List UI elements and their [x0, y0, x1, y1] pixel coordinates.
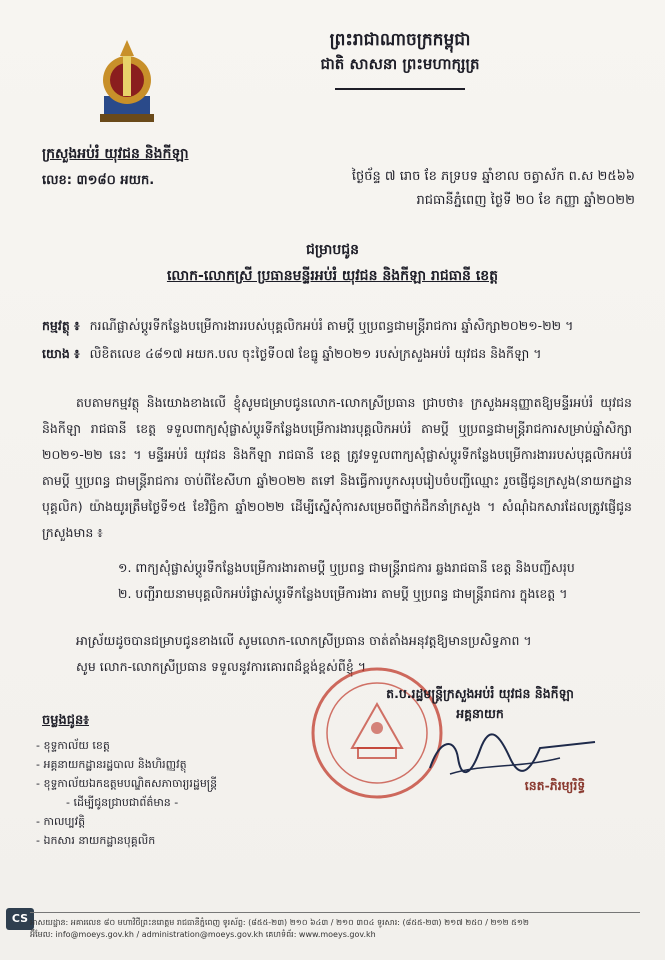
- kingdom-motto: ជាតិ សាសនា ព្រះមហាក្សត្រ: [320, 55, 480, 73]
- list-item: ១. ពាក្យសុំផ្លាស់ប្តូរទីកន្លែងបម្រើការងារតាមប្តី ឬប្រពន្ធ ជាមន្ត្រីរាជការ ឆ្លងរាជធានី ខេត្ត និងបញ្ជីសរុប: [118, 560, 575, 575]
- reference-number: លេខ: ៣១៨០ អយក. ​​: [42, 173, 159, 188]
- list-item: - ខុទ្ទកាល័យ ខេត្ត: [36, 739, 110, 752]
- kingdom-title: ព្រះរាជាណាចក្រកម្ពុជា: [329, 30, 471, 50]
- document-list: [118, 555, 638, 607]
- closing-line: សូម លោក-លោកស្រីប្រធាន ទទួលនូវការគោរពដ៏ខ្ពង់ខ្ពស់ពីខ្ញុំ ។: [76, 659, 366, 674]
- reference-label: យោង ៖: [42, 346, 80, 361]
- subject-text: ករណីផ្លាស់ប្តូរទីកន្លែងបម្រើការងាររបស់បុគ្គលិកអប់រំ តាមប្តី ឬប្រពន្ធជាមន្ត្រីរាជការ ឆ្នាំសិក្សា២០២១-២២ ។: [89, 318, 574, 333]
- reference-text: លិខិតលេខ ៤៨១៧ អយក.បល ចុះថ្ងៃទី០៧ ខែធ្នូ ឆ្នាំ២០២១ របស់ក្រសួងអប់រំ យុវជន និងកីឡា ។: [89, 346, 542, 361]
- camscanner-badge: CS: [6, 908, 34, 930]
- letter-body: [42, 390, 632, 546]
- lunar-date: ថ្ងៃច័ន្ទ ៧ រោច ខែ ភទ្របទ ឆ្នាំខាល ចត្វាស័ក ព.ស ២៥៦៦: [351, 169, 635, 184]
- subject-line: [42, 316, 632, 336]
- list-item: - កាលប្បវត្តិ: [36, 815, 86, 828]
- list-item: - ខុទ្ទកាល័យឯកឧត្តមបណ្ឌិតសភាចារ្យរដ្ឋមន្ត្រី: [36, 777, 218, 790]
- ministry-name: ក្រសួងអប់រំ យុវជន និងកីឡា: [42, 146, 189, 162]
- letter-footer: [30, 912, 640, 941]
- cc-label: ចម្លងជូន៖: [42, 713, 89, 728]
- closing-line: អាស្រ័យដូចបានជម្រាបជូនខាងលើ សូមលោក-លោកស្រីប្រធាន ចាត់តាំងអនុវត្តឱ្យមានប្រសិទ្ធភាព ។: [76, 633, 532, 648]
- footer-contacts: អ៊ីមែល: info@moeys.gov.kh / administration@moeys.gov.kh គេហទំព័រ: www.moeys.gov.kh: [30, 930, 376, 939]
- footer-address: អាសយដ្ឋាន: អគារលេខ ៨០ មហាវិថីព្រះនរោត្តម រាជធានីភ្នំពេញ ទូរស័ព្ទ: (៨៥៥-២៣) ២១០ ៦៤៣ / ២១០ ៣០៤ ទូរសារ: (៨៥៥-២៣) ២១៧ ២៥០ / ២១២ ៥១២: [30, 918, 529, 927]
- kingdom-header: [230, 28, 570, 90]
- recipient-label: ជម្រាបជូន: [305, 242, 360, 258]
- recipient-name: លោក-លោកស្រី ប្រធានមន្ទីរអប់រំ យុវជន និងកីឡា រាជធានី ខេត្ត: [166, 268, 499, 284]
- cc-list: [36, 736, 296, 850]
- list-item: - អគ្គនាយកដ្ឋានរដ្ឋបាល និងហិរញ្ញវត្ថុ: [36, 758, 187, 771]
- solar-date: រាជធានីភ្នំពេញ ថ្ងៃទី ២០ ខែ កញ្ញា ឆ្នាំ២០២២: [416, 193, 635, 208]
- handwritten-signature-icon: [410, 728, 600, 784]
- list-item: - ដើម្បីជូនជ្រាបជាព័ត៌មាន -: [66, 796, 179, 809]
- signer-name: នេត-ភិរម្យរិទ្ធិ: [524, 778, 586, 793]
- signature-role: អគ្គនាយក: [456, 706, 504, 721]
- reference-line: [42, 344, 632, 364]
- list-item: - ឯកសារ នាយកដ្ឋានបុគ្គលិក: [36, 834, 156, 847]
- signature-title: ត.ប.រដ្ឋមន្ត្រីក្រសួងអប់រំ យុវជន និងកីឡា: [386, 686, 574, 701]
- ministry-emblem-icon: [90, 36, 164, 126]
- list-item: ២. បញ្ជីរាយនាមបុគ្គលិកអប់រំផ្លាស់ប្តូរទីកន្លែងបម្រើការងារ តាមប្តី ឬប្រពន្ធ ជាមន្ត្រីរាជការ ក្នុងខេត្ត ។: [118, 586, 568, 601]
- subject-label: កម្មវត្ថុ ៖: [42, 318, 80, 333]
- header-divider: [335, 78, 465, 90]
- body-paragraph: តបតាមកម្មវត្ថុ និងយោងខាងលើ ខ្ញុំសូមជម្រាបជូនលោក-លោកស្រីប្រធាន ជ្រាបថា៖ ក្រសួងអនុញ្ញាតឱ្យមន្ទីរអប់រំ យុវជន និងកីឡា រាជធានី ខេត្ត ទទួលពាក្យសុំផ្លាស់ប្តូរទីកន្លែងបម្រើការងារបុគ្គលិកអប់រំ តាមប្តី ឬប្រពន្ធជាមន្ត្រីរាជការសម្រាប់ឆ្នាំសិក្សា ២០២១-២២ នេះ ។ មន្ទីរអប់រំ យុវជន និងកីឡា រាជធានី ខេត្ត ត្រូវទទួលពាក្យសុំផ្លាស់ប្តូរទីកន្លែងបម្រើការងាររបស់បុគ្គលិកអប់រំ តាមប្តី ឬប្រពន្ធ ជាមន្ត្រីរាជការ ចាប់ពីខែសីហា ឆ្នាំ២០២២ តទៅ និងធ្វើការបូកសរុបរៀបចំបញ្ជីឈ្មោះ រួចផ្ញើជូនក្រសួង(នាយកដ្ឋានបុគ្គលិក) យ៉ាងយូរត្រឹមថ្ងៃទី១៥ ខែវិច្ឆិកា ឆ្នាំ២០២២ ដើម្បីស្នើសុំការសម្រេចពីថ្នាក់ដឹកនាំក្រសួង ។ សំណុំឯកសារដែលត្រូវផ្ញើជូនក្រសួងមាន ៖: [42, 395, 632, 540]
